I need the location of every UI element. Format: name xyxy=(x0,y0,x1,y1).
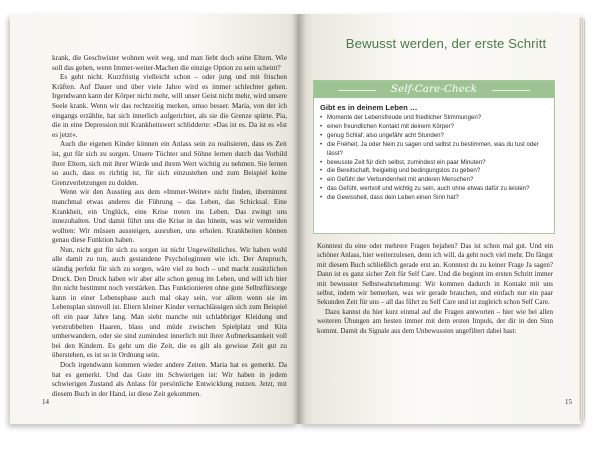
bullet-icon: • xyxy=(320,185,323,193)
left-page-body xyxy=(52,54,287,399)
left-paragraph: Wenn wir den Ausstieg aus dem »Immer-Weiter« nicht finden, übernimmt manchmal etwas anderes die Führung – das Leben, das Schicksal. Eine Krankheit, ein Unglück, eine Krise treten ins Leben. Das zwingt uns innezuhalten. Und damit führt uns die Krise in das hinein, was wir vermeiden wollten: Wir müssen aussteigen, ausruhen, uns erholen. Krankheiten können genau diese Funktion haben. xyxy=(52,188,287,245)
bullet-icon: • xyxy=(320,194,323,202)
self-care-check-title: Self-Care-Check xyxy=(390,83,478,95)
right-page xyxy=(299,14,581,424)
bullet-icon: • xyxy=(320,131,323,139)
page-number-right: 15 xyxy=(565,398,572,406)
check-list-item xyxy=(320,185,550,194)
chapter-title: Bewusst werden, der erste Schritt xyxy=(345,36,547,51)
left-paragraph: Auch die eigenen Kinder können ein Anlass sein zu realisieren, dass es Zeit ist, gut für sich zu sorgen. Unsere Töchter und Söhne lernen durch das Vorbild ihrer Eltern, sich mit ihrer Würde und ihrem Wert wichtig zu nehmen. Sie lernen so auch, dass es richtig ist, für sich einzustehen und zum Beispiel keine Grenzverletzungen zu dulden. xyxy=(52,140,287,187)
left-paragraph: Es geht nicht. Kurzfristig vielleicht schon – oder jung und mit frischen Kräften. Auf Dauer und über viele Jahre wird es immer schlechter gehen. Irgendwann kann der Körper nicht mehr, will unser Geist nicht mehr, wird unsere Seele krank. Wenn wir das rechtzeitig merken, umso besser. Maria, von der ich eingangs erzählte, hat sich innerlich aufgerichtet, als sie die Grenze spürte. Pia, die in eine Depression mit Krankheitswert schlidderte: »Das ist es. Da ist es »Ist es jetzt«. xyxy=(52,73,287,139)
left-paragraph: krank, die Geschwister wohnen weit weg, und man liebt doch seine Eltern. Wie soll das gehen, wenn Immer-weiter-Machen die einzige Option zu sein scheint? xyxy=(52,54,287,72)
left-paragraph: Doch irgendwann kommen wieder andere Zeiten. Maria hat es gemerkt. Da hat es gemerkt. Und das Gute im Schwierigen ist: Wir haben in jedem schwierigen Zustand als Anlass für persönliche Entwicklung nutzen. Jetzt, mit diesem Buch in der Hand, ist diese Zeit gekommen. xyxy=(52,361,287,398)
check-list xyxy=(320,114,550,203)
check-item-text: die Gewissheit, dass dein Leben einen Sinn hat? xyxy=(327,194,459,202)
bullet-icon: • xyxy=(320,122,323,130)
self-care-check-header xyxy=(314,81,554,98)
bullet-icon: • xyxy=(320,167,323,175)
bullet-icon: • xyxy=(320,158,323,166)
page-number-left: 14 xyxy=(42,398,49,406)
page-edges xyxy=(579,18,585,421)
check-item-text: genug Schlaf, also ungefähr acht Stunden? xyxy=(327,131,444,139)
bullet-icon: • xyxy=(320,140,323,148)
right-paragraph: Dazu kannst du hier kurz einmal auf die Fragen antworten – hier wie bei allen weiteren Übungen am besten immer mit dem ersten Impuls, der dir in den Sinn kommt. Damit du Signale aus dem Unbewussten ungefiltert dabei hast: xyxy=(317,307,553,335)
self-care-check-box xyxy=(313,80,555,234)
check-item-text: ein Gefühl der Verbundenheit mit anderen Menschen? xyxy=(327,176,474,184)
bullet-icon: • xyxy=(320,176,323,184)
check-item-text: einen freundlichen Kontakt mit deinem Körper? xyxy=(327,122,455,130)
check-item-text: das Gefühl, wertvoll und wichtig zu sein, auch ohne etwas dafür zu leisten? xyxy=(327,185,530,193)
spine-shadow xyxy=(292,14,306,424)
right-paragraph: Konntest du eine oder mehrere Fragen bejahen? Das ist schon mal gut. Und ein schöner Anlass, hier weiterzulesen, denn ich will, da geht noch viel mehr. Du fängst mit diesem Buch schließlich gerade erst an. Konntest du zu keiner Frage Ja sagen? Dann ist es ganz sicher Zeit für Self Care. Und die beginnt im ersten Schritt immer mit bewusster Selbstwahrnehmung: Wir kommen dadurch in Kontakt mit uns selbst, indem wir bemerken, was wir gerade brauchen, und einfach nur ein paar Sekunden Zeit für uns – all das führt zu Self Care und ist zugleich schon Self Care. xyxy=(317,242,553,307)
bullet-icon: • xyxy=(320,114,323,121)
right-page-body xyxy=(317,242,553,336)
check-list-item xyxy=(320,194,550,203)
check-list-item xyxy=(320,159,550,168)
check-question: Gibt es in deinem Leben … xyxy=(320,103,418,112)
check-list-item xyxy=(320,141,550,159)
left-paragraph: Nun, nicht gut für sich zu sorgen ist nicht Ungewöhnliches. Wir haben wohl alle damit zu tun, auch gestandene Psychologinnen wie ich. Der Anspruch, ständig perfekt für sich zu sorgen, wäre viel zu hoch – und macht zusätzlichen Druck. Den Druck haben wir aber alle schon genug im Leben, und will ich hier ihn nicht bestimmt noch verstärken. Das Funktionieren ohne gute Selbstfürsorge kann in einer Lebensphase auch mal okay sein, vor allem wenn sie im Lebensplan sinnvoll ist. Eltern kleiner Kinder vernachlässigen sich zum Beispiel oft ein paar Jahre lang. Man sieht manche mit schlabbriger Kleidung und verstrubbelten Haaren, blass und müde zwischen Spielplatz und Kita umherwandern, oder sie sind zumindest innerlich mit ihrer Aufmerksamkeit voll bei den Kindern. Es geht um die Zeit, die es gilt als gewisse Zeit gut zu überstehen, es ist so in Ordnung sein. xyxy=(52,245,287,360)
check-item-text: die Freiheit, Ja oder Nein zu sagen und selbst zu bestimmen, was du tust oder lässt? xyxy=(327,140,539,157)
check-list-item xyxy=(320,167,550,176)
check-item-text: die Bereitschaft, freigiebig und bedingungslos zu geben? xyxy=(327,167,481,175)
check-list-item xyxy=(320,114,550,123)
check-item-text: Momente der Lebensfreude und friedlicher Stimmungen? xyxy=(327,114,482,121)
left-page xyxy=(10,14,299,424)
check-list-item xyxy=(320,123,550,132)
check-list-item xyxy=(320,176,550,185)
check-item-text: bewusste Zeit für dich selbst, zumindest ein paar Minuten? xyxy=(327,158,486,166)
check-list-item xyxy=(320,132,550,141)
